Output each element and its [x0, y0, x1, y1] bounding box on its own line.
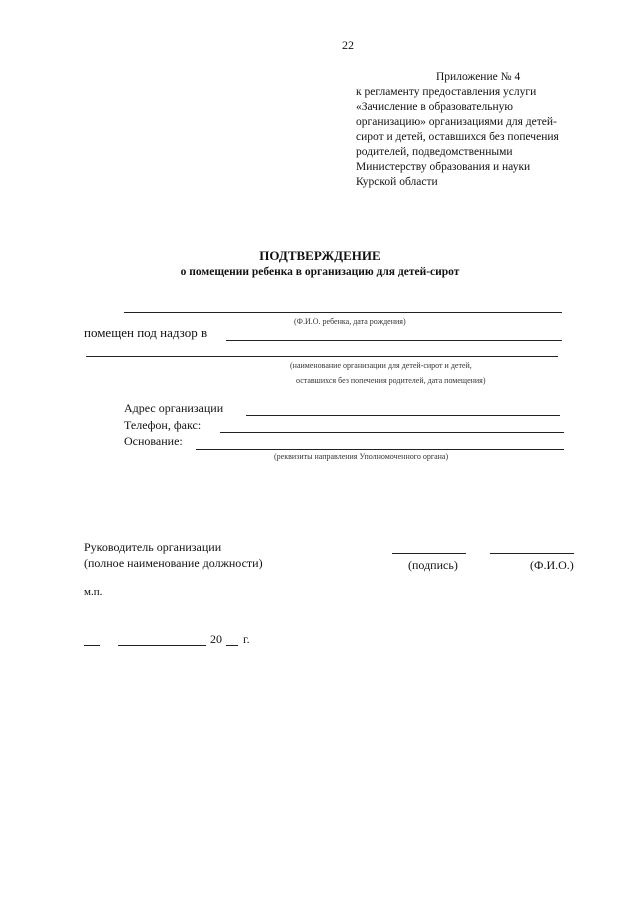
signature-caption: (подпись): [408, 558, 458, 572]
basis-line[interactable]: [196, 449, 564, 450]
appendix-line: родителей, подведомственными: [356, 146, 513, 158]
appendix-heading: Приложение № 4: [436, 71, 521, 83]
address-line[interactable]: [246, 415, 560, 416]
appendix-line: Курской области: [356, 176, 438, 188]
appendix-line: организацию» организациями для детей-: [356, 116, 557, 128]
appendix-block: [356, 70, 596, 190]
basis-label: Основание:: [124, 434, 183, 448]
org-caption-line2: оставшихся без попечения родителей, дата помещения): [296, 376, 486, 385]
head-label: Руководитель организации: [84, 540, 222, 554]
placed-org-line[interactable]: [226, 340, 562, 341]
name-line[interactable]: [490, 553, 574, 554]
placed-label: помещен под надзор в: [84, 325, 208, 340]
child-name-caption: (Ф.И.О. ребенка, дата рождения): [294, 317, 406, 326]
phone-line[interactable]: [220, 432, 564, 433]
org-caption-line1: (наименование организации для детей-сирот и детей,: [290, 361, 472, 370]
appendix-line: сирот и детей, оставшихся без попечения: [356, 131, 559, 143]
signature-line[interactable]: [392, 553, 466, 554]
date-year-prefix: 20: [210, 632, 222, 646]
document-title: ПОДТВЕРЖДЕНИЕ: [259, 248, 381, 263]
date-month-line[interactable]: [118, 645, 206, 646]
appendix-line: Министерству образования и науки: [356, 161, 531, 173]
name-caption: (Ф.И.О.): [530, 558, 574, 572]
position-label: (полное наименование должности): [84, 556, 263, 570]
child-name-line[interactable]: [124, 312, 562, 313]
date-day-line[interactable]: [84, 645, 100, 646]
appendix-line: «Зачисление в образовательную: [356, 101, 514, 113]
stamp-mark: м.п.: [84, 586, 103, 598]
basis-caption: (реквизиты направления Уполномоченного органа): [274, 452, 449, 461]
address-label: Адрес организации: [124, 401, 224, 415]
date-year-suffix: г.: [243, 632, 250, 646]
placed-org-line-2[interactable]: [86, 356, 558, 357]
document-subtitle: о помещении ребенка в организацию для детей-сирот: [180, 266, 460, 278]
appendix-line: к регламенту предоставления услуги: [356, 86, 537, 98]
date-year-line[interactable]: [226, 645, 238, 646]
phone-label: Телефон, факс:: [124, 418, 202, 432]
page-number: 22: [342, 38, 354, 52]
